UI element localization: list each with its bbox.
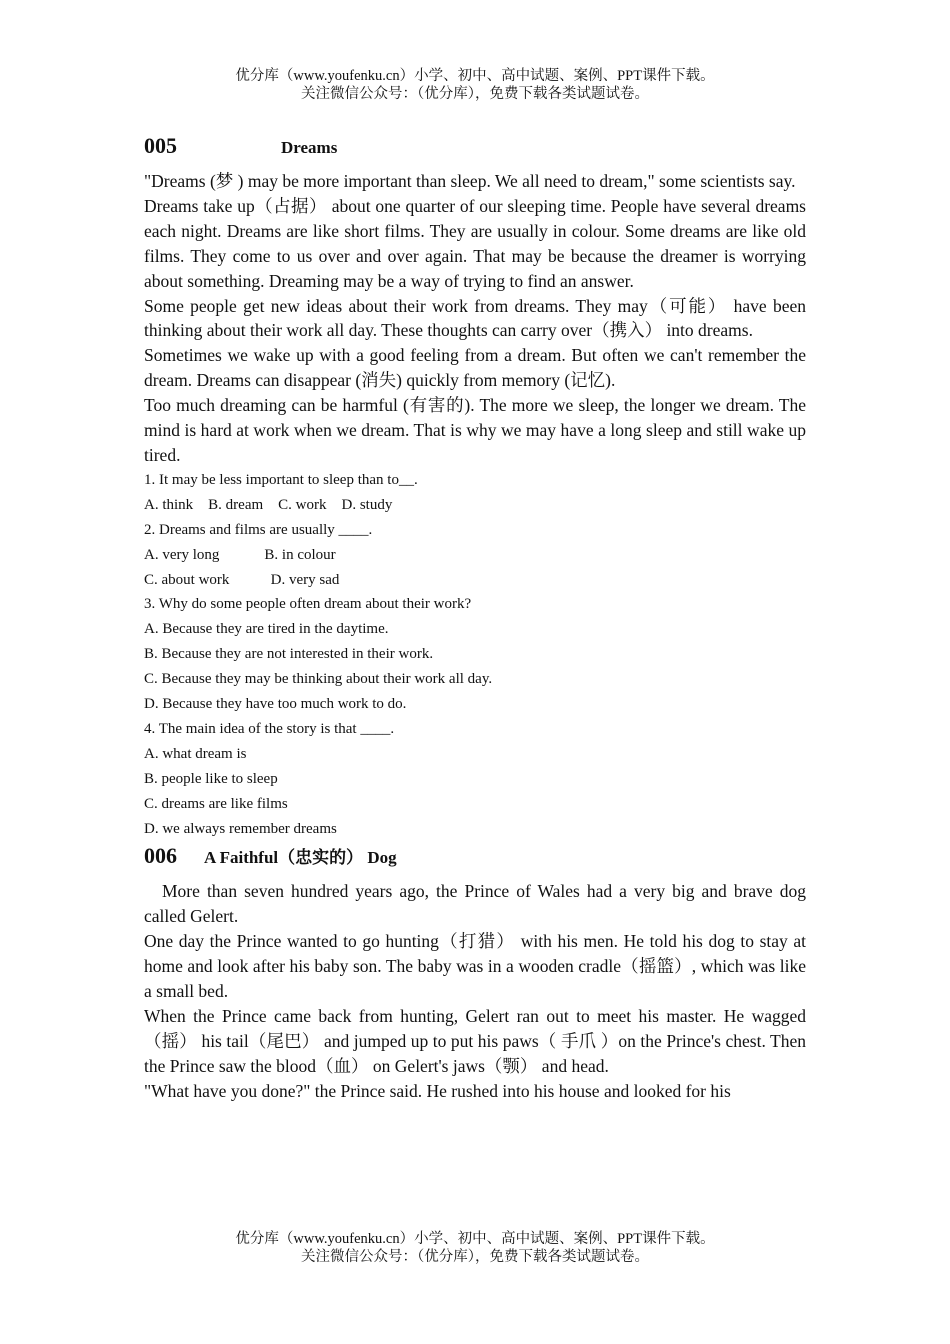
- paragraph: More than seven hundred years ago, the Prince of Wales had a very big and brave dog called Gelert.: [144, 881, 806, 927]
- page-header: [0, 67, 950, 103]
- paragraph: Too much dreaming can be harmful (有害的). The more we sleep, the longer we dream. The mind is hard at work when we dream. That is why we may have a long sleep and still wake up tired.: [144, 395, 806, 465]
- question-2-options-a-b: A. very long B. in colour: [144, 546, 336, 563]
- question-4-option-d: D. we always remember dreams: [144, 820, 337, 837]
- main-content: [144, 133, 806, 1104]
- question-3-option-d: D. Because they have too much work to do.: [144, 696, 407, 713]
- section-number: 006: [144, 843, 177, 869]
- paragraph: "What have you done?" the Prince said. He rushed into his house and looked for his: [144, 1080, 731, 1101]
- question-2-options-c-d: C. about work D. very sad: [144, 571, 340, 588]
- question-4: 4. The main idea of the story is that ____.: [144, 720, 395, 737]
- paragraph: When the Prince came back from hunting, Gelert ran out to meet his master. He wagged（摇） his tail（尾巴） and jumped up to put his paws（ 手爪 ）on the Prince's chest. Then the Prince saw the blood（血） on Gelert's jaws（颚） and head.: [144, 1006, 806, 1076]
- header-line-1: 优分库（www.youfenku.cn）小学、初中、高中试题、案例、PPT课件下载。: [235, 68, 715, 84]
- question-3: 3. Why do some people often dream about their work?: [144, 596, 472, 613]
- question-4-option-a: A. what dream is: [144, 745, 247, 762]
- question-3-option-b: B. Because they are not interested in their work.: [144, 646, 434, 663]
- paragraph: Dreams take up（占据） about one quarter of our sleeping time. People have several dreams each night. Dreams are like short films. They are usually in colour. Some dreams are like old films. They come to us over and over again. That may be because the dreamer is worrying about something. Dreaming may be a way of trying to find an answer.: [144, 195, 806, 291]
- question-4-option-b: B. people like to sleep: [144, 770, 278, 787]
- question-4-option-c: C. dreams are like films: [144, 795, 288, 812]
- paragraph: One day the Prince wanted to go hunting（打猎） with his men. He told his dog to stay at home and look after his baby son. The baby was in a wooden cradle（摇篮）, which was like a small bed.: [144, 931, 806, 1002]
- paragraph: "Dreams (梦 ) may be more important than sleep. We all need to dream," some scientists say.: [144, 171, 796, 191]
- section-title-006: [144, 843, 806, 879]
- section-title-005: [144, 133, 806, 169]
- section-title: Dreams: [281, 138, 338, 157]
- footer-line-1: 优分库（www.youfenku.cn）小学、初中、高中试题、案例、PPT课件下载。: [235, 1231, 715, 1247]
- question-1: 1. It may be less important to sleep than to__.: [144, 471, 418, 488]
- paragraph: Some people get new ideas about their work from dreams. They may（可能） have been thinking about their work all day. These thoughts can carry over（携入） into dreams.: [144, 295, 806, 341]
- page-footer: [0, 1230, 950, 1266]
- header-line-2: 关注微信公众号：（优分库），免费下载各类试题试卷。: [301, 86, 649, 102]
- section-title: A Faithful（忠实的） Dog: [204, 848, 397, 868]
- footer-line-2: 关注微信公众号：（优分库），免费下载各类试题试卷。: [301, 1249, 649, 1265]
- question-2: 2. Dreams and films are usually ____.: [144, 521, 373, 538]
- paragraph: Sometimes we wake up with a good feeling from a dream. But often we can't remember the dream. Dreams can disappear (消失) quickly from memory (记忆).: [144, 345, 806, 391]
- question-3-option-a: A. Because they are tired in the daytime.: [144, 621, 389, 638]
- section-number: 005: [144, 133, 177, 158]
- question-3-option-c: C. Because they may be thinking about their work all day.: [144, 671, 493, 688]
- question-1-options: A. think B. dream C. work D. study: [144, 496, 393, 513]
